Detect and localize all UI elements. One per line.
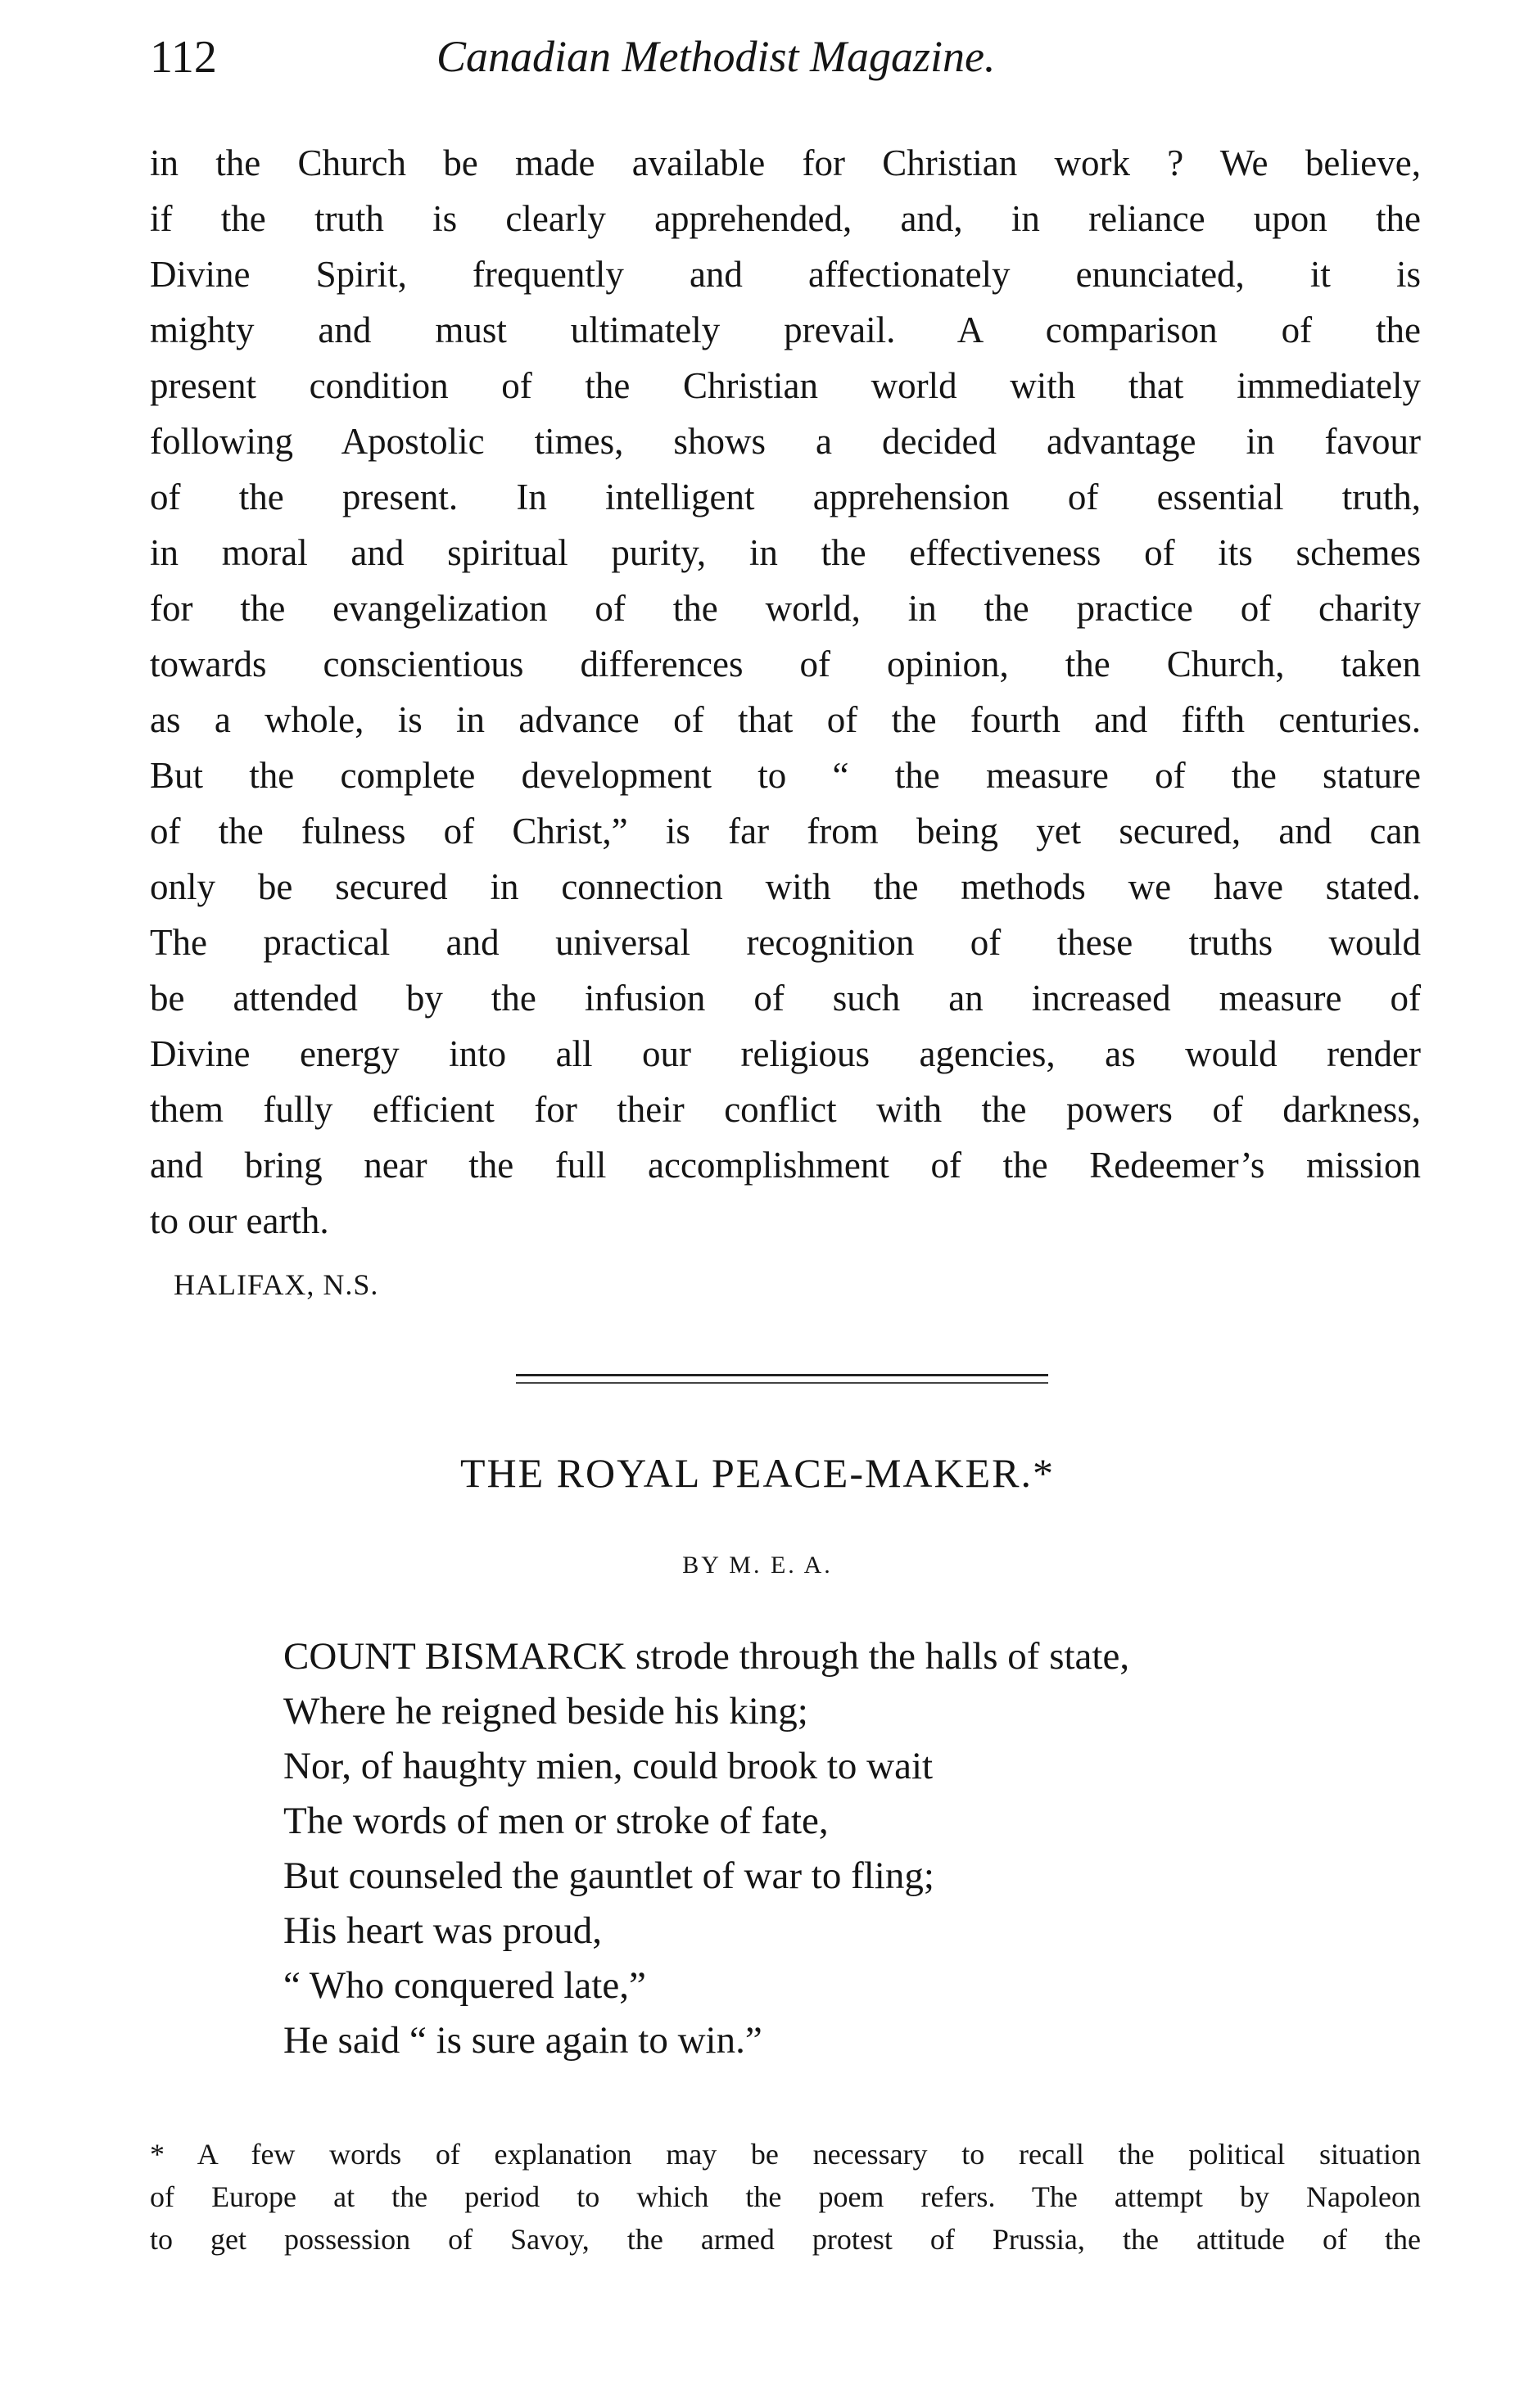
footnote <box>150 2133 1421 2261</box>
footnote-line: * A few words of explanation may be necessary to recall the political situation <box>150 2138 1421 2171</box>
running-title: Canadian Methodist Magazine. <box>436 32 996 81</box>
text-line: of the fulness of Christ,” is far from being yet secured, and can <box>150 811 1421 852</box>
poem-byline: BY M. E. A. <box>682 1552 833 1579</box>
article-signature: HALIFAX, N.S. <box>174 1268 379 1301</box>
text-line: The practical and universal recognition of these truths would <box>150 922 1421 963</box>
poem-line: But counseled the gauntlet of war to fling; <box>283 1855 934 1897</box>
text-line: towards conscientious differences of opinion, the Church, taken <box>150 644 1421 684</box>
poem-line: He said “ is sure again to win.” <box>283 2019 762 2062</box>
poem-line: Where he reigned beside his king; <box>283 1690 808 1733</box>
poem-line: COUNT BISMARCK strode through the halls of state, <box>283 1635 1130 1678</box>
page-number: 112 <box>150 32 217 83</box>
poem-title: THE ROYAL PEACE-MAKER.* <box>459 1450 1056 1496</box>
text-line: to our earth. <box>150 1200 329 1241</box>
text-line: only be secured in connection with the methods we have stated. <box>150 866 1421 907</box>
text-line: and bring near the full accomplishment of the Redeemer’s mission <box>150 1145 1421 1186</box>
text-line: in the Church be made available for Christian work ? We believe, <box>150 142 1421 183</box>
text-line: in moral and spiritual purity, in the effectiveness of its schemes <box>150 532 1421 573</box>
text-line: as a whole, is in advance of that of the fourth and fifth centuries. <box>150 699 1421 740</box>
text-line: following Apostolic times, shows a decided advantage in favour <box>150 421 1421 462</box>
footnote-line: of Europe at the period to which the poem refers. The attempt by Napoleon <box>150 2180 1421 2213</box>
footnote-line: to get possession of Savoy, the armed protest of Prussia, the attitude of the <box>150 2223 1421 2256</box>
text-line: them fully efficient for their conflict with the powers of darkness, <box>150 1089 1421 1130</box>
text-line: But the complete development to “ the measure of the stature <box>150 755 1421 796</box>
text-line: mighty and must ultimately prevail. A comparison of the <box>150 309 1421 350</box>
text-line: Divine Spirit, frequently and affectionately enunciated, it is <box>150 254 1421 295</box>
poem-line: “ Who conquered late,” <box>283 1964 646 2007</box>
text-line: for the evangelization of the world, in the practice of charity <box>150 588 1421 629</box>
text-line: of the present. In intelligent apprehension of essential truth, <box>150 477 1421 517</box>
poem-line: Nor, of haughty mien, could brook to wait <box>283 1745 934 1787</box>
page-header <box>150 31 1419 97</box>
text-line: be attended by the infusion of such an increased measure of <box>150 978 1421 1019</box>
article-body <box>150 135 1421 1249</box>
section-divider <box>516 1374 1048 1384</box>
text-line: present condition of the Christian world with that immediately <box>150 365 1421 406</box>
poem-line: The words of men or stroke of fate, <box>283 1800 829 1842</box>
poem-stanza <box>283 1629 1348 2068</box>
text-line: if the truth is clearly apprehended, and, in reliance upon the <box>150 198 1421 239</box>
text-line: Divine energy into all our religious agencies, as would render <box>150 1033 1421 1074</box>
poem-line: His heart was proud, <box>283 1909 602 1952</box>
